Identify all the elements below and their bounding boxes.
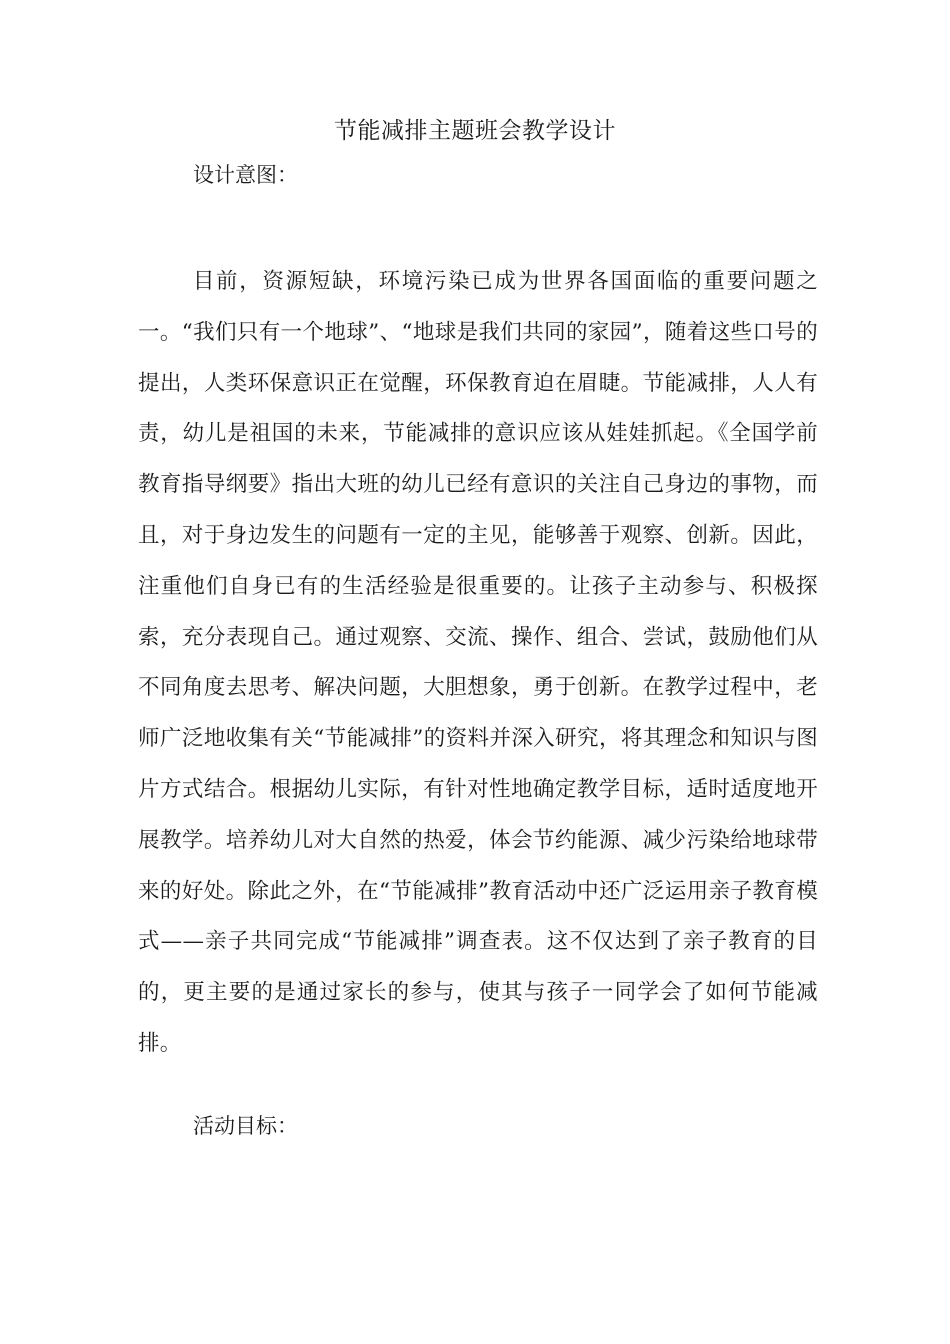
design-intent-paragraph: 目前，资源短缺，环境污染已成为世界各国面临的重要问题之一。“我们只有一个地球”、“地球是我们共同的家园”，随着这些口号的提出，人类环保意识正在觉醒，环保教育迫在眉睫。节能减排，人人有责，幼儿是祖国的未来，节能减排的意识应该从娃娃抓起。《全国学前教育指导纲要》指出大班的幼儿已经有意识的关注自己身边的事物，而且，对于身边发生的问题有一定的主见，能够善于观察、创新。因此，注重他们自身已有的生活经验是很重要的。让孩子主动参与、积极探索，充分表现自己。通过观察、交流、操作、组合、尝试，鼓励他们从不同角度去思考、解决问题，大胆想象，勇于创新。在教学过程中，老师广泛地收集有关“节能减排”的资料并深入研究，将其理念和知识与图片方式结合。根据幼儿实际，有针对性地确定教学目标，适时适度地开展教学。培养幼儿对大自然的热爱，体会节约能源、减少污染给地球带来的好处。除此之外，在“节能减排”教育活动中还广泛运用亲子教育模式——亲子共同完成“节能减排”调查表。这不仅达到了亲子教育的目的，更主要的是通过家长的参与，使其与孩子一同学会了如何节能减排。 — [138, 269, 818, 1056]
activity-goals-heading: 活动目标： — [193, 1114, 298, 1138]
design-intent-heading: 设计意图： — [193, 163, 298, 187]
document-title: 节能减排主题班会教学设计 — [334, 118, 616, 144]
